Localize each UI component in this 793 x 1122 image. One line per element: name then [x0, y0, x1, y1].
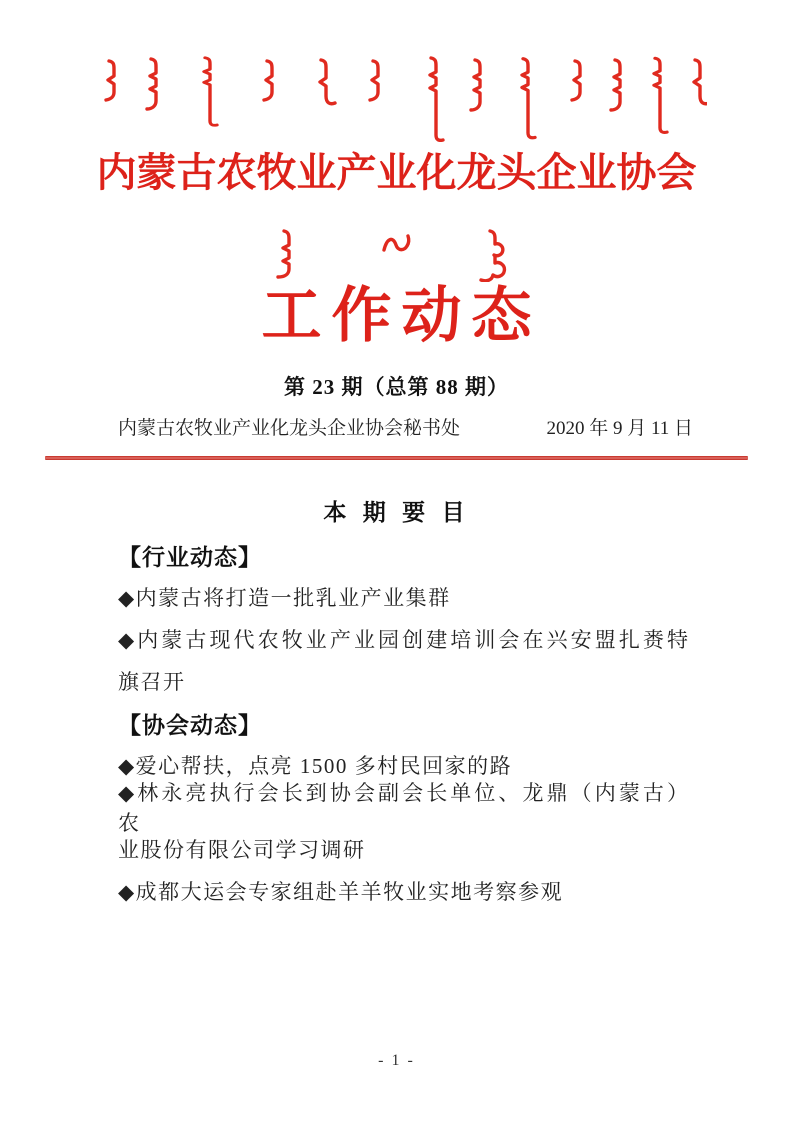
toc-item: [0, 618, 793, 660]
toc-item: [0, 781, 793, 835]
toc-item-continuation: [0, 660, 793, 702]
page-number: - 1 -: [378, 1052, 415, 1069]
association-name: 内蒙古农牧业产业化龙头企业协会: [96, 150, 697, 195]
publication-row: [0, 416, 793, 442]
toc-list: [0, 534, 793, 912]
toc-item-text: ◆爱心帮扶，点亮 1500 多村民回家的路: [118, 754, 513, 778]
issue-number: 第 23 期（总第 88 期）: [284, 375, 509, 399]
toc-item: [0, 576, 793, 618]
toc-item-text: 旗召开: [118, 670, 186, 694]
bulletin-title: 工作动态: [261, 283, 542, 349]
toc-item-text: ◆成都大运会专家组赴羊羊牧业实地考察参观: [118, 880, 564, 904]
header-divider: [45, 456, 748, 460]
toc-item-text: 业股份有限公司学习调研: [118, 838, 366, 862]
toc-item-text: ◆内蒙古现代农牧业产业园创建培训会在兴安盟扎赉特: [118, 628, 691, 652]
toc-section-heading-association: 【协会动态】: [118, 711, 262, 738]
mongolian-script-banner-icon: [87, 52, 707, 142]
mongolian-script-subtitle-icon: [272, 228, 522, 282]
publication-date: 2020 年 9 月 11 日: [546, 418, 693, 439]
toc-section-heading-industry: 【行业动态】: [118, 543, 262, 570]
toc-item-text: ◆林永亮执行会长到协会副会长单位、龙鼎（内蒙古）农: [118, 781, 691, 835]
toc-item: [0, 870, 793, 912]
toc-title: 本 期 要 目: [323, 499, 470, 525]
masthead: [0, 52, 793, 348]
toc-item-text: ◆内蒙古将打造一批乳业产业集群: [118, 586, 451, 610]
publisher-name: 内蒙古农牧业产业化龙头企业协会秘书处: [118, 418, 461, 439]
